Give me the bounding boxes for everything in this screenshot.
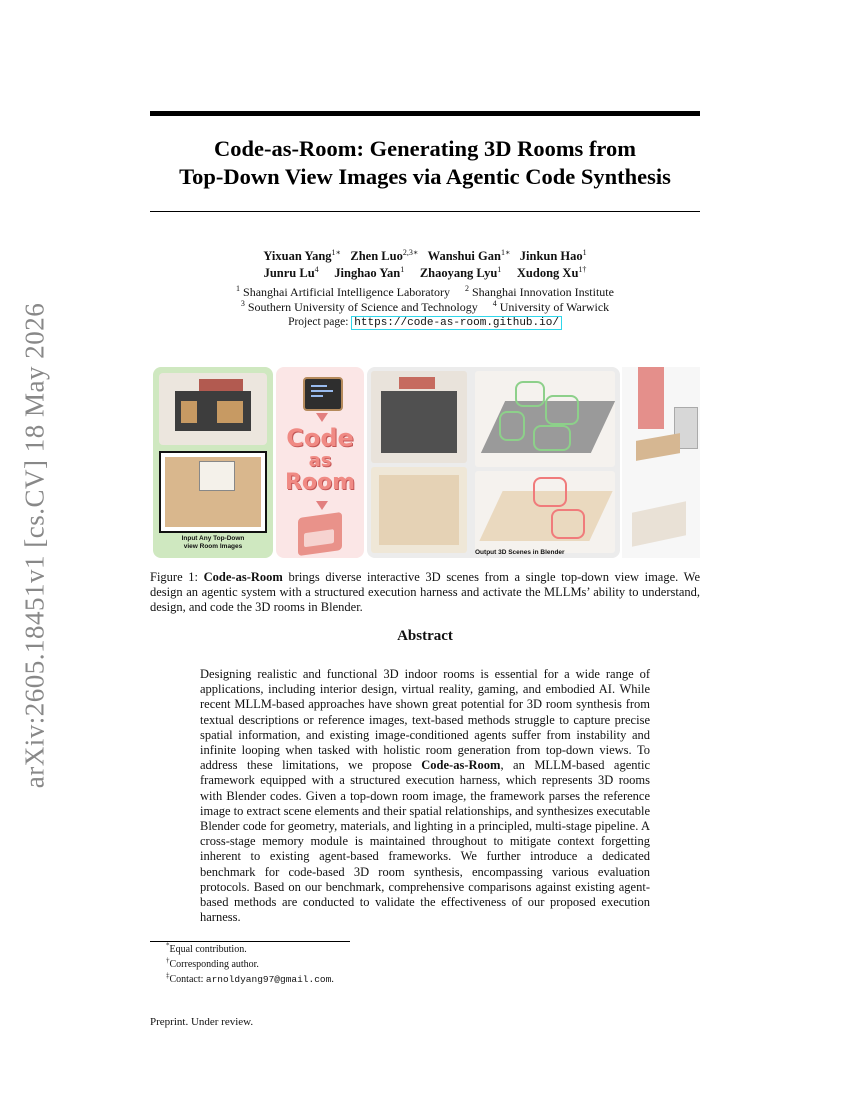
output-perspective-render-2 [475,471,615,553]
affiliation-row-1 [150,285,700,300]
paper-title [150,135,700,191]
affiliations [150,285,700,331]
footnote-mark: * [166,941,170,950]
code-screen-icon [303,377,343,411]
output-render-strip [622,367,700,558]
code-as-room-logo-panel [276,367,364,558]
output-perspective-render-1 [475,371,615,467]
arrow-down-icon [316,413,328,422]
preprint-note: Preprint. Under review. [150,1016,254,1028]
arxiv-identifier: arXiv:2605.18451v1 [cs.CV] 18 May 2026 [19,302,50,789]
author-sup: 1 [582,247,587,257]
footnote-equal-contribution [150,941,700,956]
author-name: Jinkun Hao [519,249,583,263]
input-caption-line-1: Input Any Top-Down [181,535,245,542]
affiliation-name: Shanghai Artificial Intelligence Laboratory [243,285,450,299]
footnote-mark: † [166,956,170,965]
author-name: Wanshui Gan [427,249,501,263]
abstract-bold: Code-as-Room [421,758,501,773]
footnote-text: Equal contribution. [169,944,247,955]
footnote-text: Contact: [169,974,206,985]
author-sup: 1 [497,264,502,274]
input-caption-line-2: view Room Images [183,543,243,550]
output-topdown-render-1 [371,371,467,463]
author-sup: 1 [400,264,405,274]
logo-word-code: Code [286,424,354,452]
author-name: Zhen Luo [350,249,403,263]
author-name: Xudong Xu [516,266,579,280]
author-name: Jinghao Yan [334,266,401,280]
figure-caption-text: brings diverse interactive 3D scenes from a single top-down view image. We design an agentic system with a structured execution harness and activate the MLLMs’ ability to understand, design, and code the 3D rooms in Blender. [150,570,701,614]
affiliation-name: Shanghai Innovation Institute [471,285,614,299]
footnote-rule [150,941,350,942]
affiliation-sup: 2 [464,284,469,293]
abstract-text-2: , an MLLM-based agentic framework equipped with a structured execution harness, which represents 3D rooms with Blender codes. Given a top-down room image, the framework parses the reference image to extract scene elements and their spatial relationships, and synthesizes executable Blender code for geometry, materials, and lighting in a principled, multi-stage pipeline. A cross-stage memory module is maintained throughout to mitigate context forgetting inherent to existing agent-based frameworks. We further introduce a dedicated benchmark for code-based 3D room synthesis, encompassing various evaluation protocols. Based on our benchmark, comprehensive comparisons against existing agent-based methods are conducted to validate the effectiveness of our proposed execution harness. [200,758,651,925]
author-sup: 2,3∗ [402,247,419,257]
affiliation-sup: 4 [492,299,497,308]
title-top-rule [150,111,700,116]
author-row-2 [150,265,700,282]
mini-room-icon [298,512,342,556]
author-name: Zhaoyang Lyu [419,266,498,280]
arrow-down-icon [316,501,328,510]
output-scenes-caption: Output 3D Scenes in Blender [475,549,565,556]
footnote-contact [150,971,700,986]
title-line-1: Code-as-Room: Generating 3D Rooms from [213,136,637,161]
contact-email[interactable]: arnoldyang97@gmail.com [205,974,332,985]
project-page-link[interactable]: https://code-as-room.github.io/ [351,316,562,330]
figure-label: Figure 1: [150,570,198,584]
footnote-text: Corresponding author. [169,959,259,970]
author-list [150,248,700,282]
abstract-body [200,667,650,925]
footnote-corresponding [150,956,700,971]
author-sup: 4 [314,264,319,274]
affiliation-row-2 [150,300,700,315]
input-room-image-2 [159,451,267,533]
input-images-panel [153,367,273,558]
footnote-tail: . [331,974,334,985]
figure-caption [150,570,700,615]
input-images-caption [153,535,273,551]
affiliation-sup: 3 [240,299,245,308]
author-name: Junru Lu [263,266,315,280]
input-room-image-1 [159,373,267,445]
affiliation-name: University of Warwick [499,300,610,314]
affiliation-name: Southern University of Science and Technology [247,300,478,314]
title-bottom-rule [150,211,700,212]
output-scenes-panel [367,367,620,558]
logo-word-as: as [308,450,332,471]
author-row-1 [150,248,700,265]
figure-caption-bold: Code-as-Room [203,570,283,584]
abstract-text-1: Designing realistic and functional 3D indoor rooms is essential for a wide range of applications, including interior design, virtual reality, gaming, and embodied AI. While recent MLLM-based approaches have shown great potential for 3D room synthesis from textual descriptions or reference images, text-based methods struggle to capture precise spatial information, and existing image-conditioned agents suffer from instability and infinite looping when tasked with holistic room generation from top-down views. To address these limitations, we propose [200,667,650,773]
project-page-row [150,315,700,331]
figure-1 [150,365,700,560]
abstract-heading: Abstract [397,628,453,644]
title-line-2: Top-Down View Images via Agentic Code Synthesis [179,164,671,189]
author-sup: 1† [578,264,587,274]
footnote-mark: ‡ [166,971,170,980]
affiliation-sup: 1 [236,284,241,293]
author-sup: 1∗ [500,247,511,257]
author-name: Yixuan Yang [263,249,332,263]
output-topdown-render-2 [371,467,467,553]
project-page-label: Project page: [288,316,349,328]
logo-word-room: Room [284,470,356,495]
author-sup: 1∗ [331,247,341,257]
